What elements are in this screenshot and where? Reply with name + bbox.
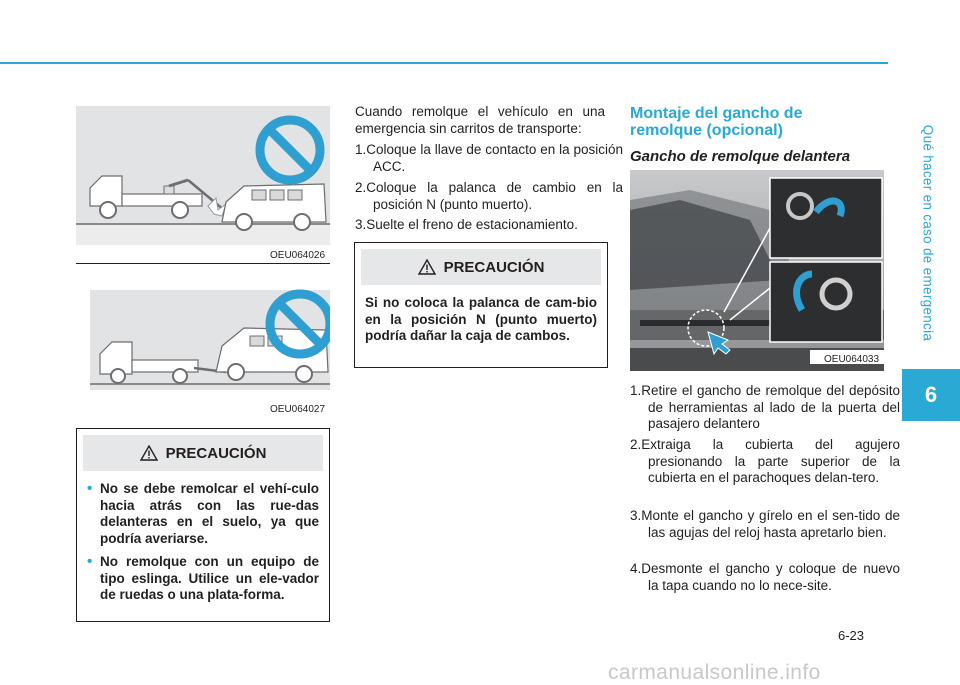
step-item: 2.Extraiga la cubierta del agujero presionando la parte superior de la cubierta en el parachoques delan-tero. <box>630 437 900 485</box>
section-heading: Montaje del gancho de remolque (opcional) <box>630 105 803 139</box>
caution-header <box>361 249 601 285</box>
subsection-heading: Gancho de remolque delantera <box>630 148 851 165</box>
step-item: 3.Monte el gancho y gírelo en el sen-tido de las agujas del reloj hasta apretarlo bien. <box>630 508 900 540</box>
caution-text: Si no coloca la palanca de cam-bio en la posición N (punto muerto) podría dañar la caja de cambos. <box>365 295 597 343</box>
figure-towing-wrong-crane <box>76 106 330 245</box>
warning-triangle-icon <box>140 445 158 461</box>
car-front-illustration <box>630 170 884 371</box>
chapter-tab: 6 <box>902 369 960 421</box>
step-item: 1.Retire el gancho de remolque del depósito de herramientas al lado de la puerta del pasajero delantero <box>630 383 900 431</box>
caution-bullet: • No se debe remolcar el vehí-culo hacia atrás con las rue-das delanteras en el suelo, ya que podría averiarse. <box>87 481 319 547</box>
figure-code: OEU064033 <box>824 354 880 365</box>
watermark: carmanualsonline.info <box>608 661 821 684</box>
figure-code: OEU064026 <box>270 250 326 261</box>
towing-illustration <box>76 276 330 397</box>
figure-code: OEU064027 <box>270 404 326 415</box>
page-number: 6-23 <box>838 628 865 643</box>
caution-header <box>83 435 323 471</box>
header-rule <box>0 62 888 64</box>
section-title: Qué hacer en caso de emergencia <box>920 124 936 341</box>
figure-towing-wrong-sling <box>76 276 330 397</box>
warning-triangle-icon <box>418 259 436 275</box>
caution-title: PRECAUCIÓN <box>165 444 267 462</box>
step-item: 4.Desmonte el gancho y coloque de nuevo la tapa cuando no lo nece-site. <box>630 561 900 593</box>
intro-paragraph: Cuando remolque el vehículo en una emergencia sin carritos de transporte: <box>355 104 605 136</box>
caution-bullet: • No remolque con un equipo de tipo eslinga. Utilice un ele-vador de ruedas o una plata-forma. <box>87 554 319 604</box>
step-item: 3.Suelte el freno de estacionamiento. <box>355 217 578 232</box>
step-item: 1.Coloque la llave de contacto en la posición ACC. <box>355 142 623 174</box>
figure-tow-hook-front <box>630 170 884 371</box>
caution-box-middle <box>354 242 608 368</box>
towing-illustration <box>76 106 330 245</box>
caution-box-left <box>76 428 330 622</box>
figure-divider <box>76 263 330 264</box>
step-item: 2.Coloque la palanca de cambio en la posición N (punto muerto). <box>355 180 623 212</box>
caution-title: PRECAUCIÓN <box>443 258 545 276</box>
